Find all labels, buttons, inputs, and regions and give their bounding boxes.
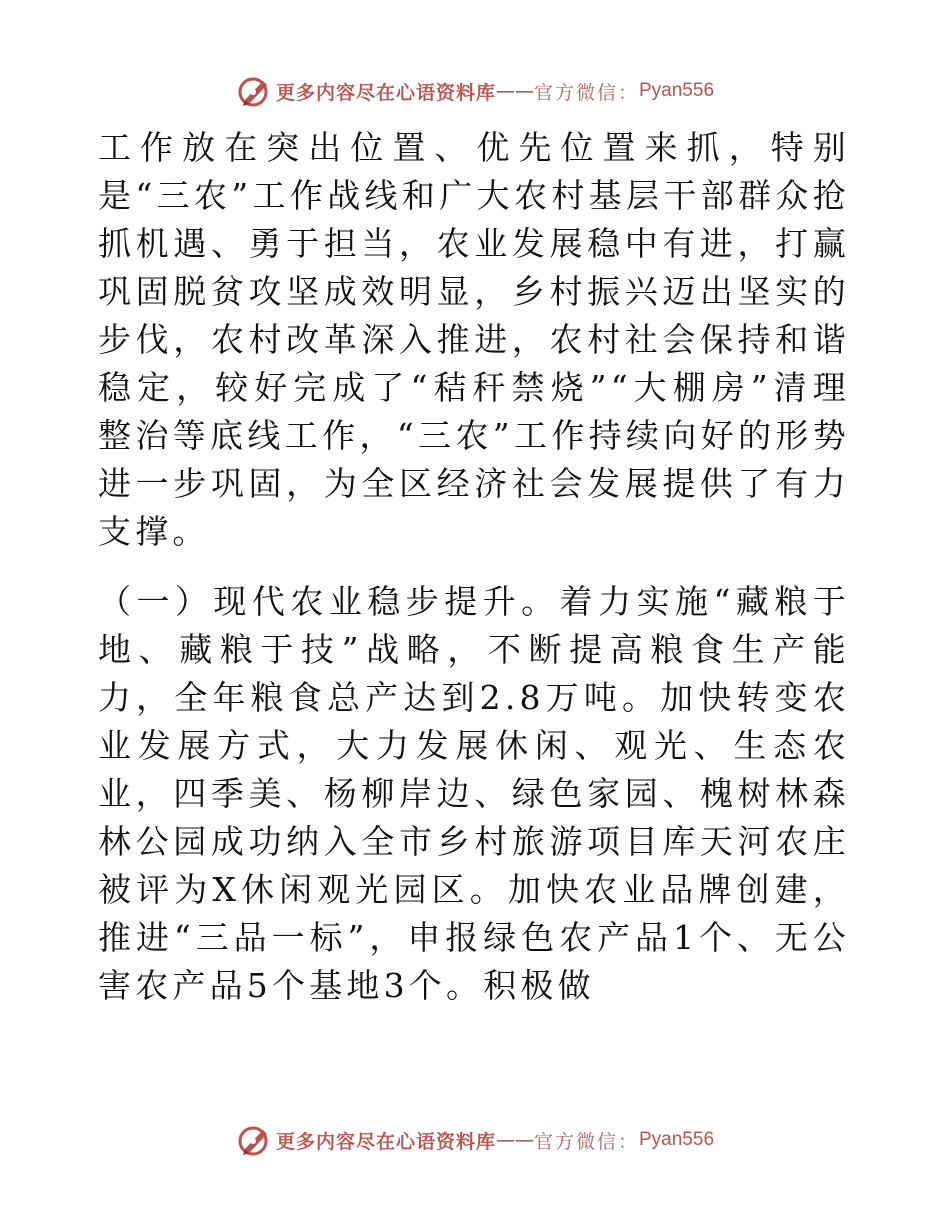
banner-text: 更多内容尽在心语资料库	[275, 81, 496, 104]
wechat-label: 官方微信：	[533, 81, 639, 104]
paragraph-1: 工作放在突出位置、优先位置来抓，特别是“三农”工作战线和广大农村基层干部群众抢抓机遇、勇于担当，农业发展稳中有进，打赢巩固脱贫攻坚成效明显，乡村振兴迈出坚实的步伐，农村改革深入推进，农村社会保持和谐稳定，较好完成了“秸秆禁烧”“大棚房”清理整治等底线工作，“三农”工作持续向好的形势进一步巩固，为全区经济社会发展提供了有力支撑。	[98, 128, 850, 551]
header-banner	[0, 71, 950, 111]
wechat-id: Pyan556	[639, 1129, 715, 1150]
document-body	[98, 124, 850, 1010]
paragraph-2: （一）现代农业稳步提升。着力实施“藏粮于地、藏粮于技”战略，不断提高粮食生产能力，全年粮食总产达到2.8万吨。加快转变农业发展方式，大力发展休闲、观光、生态农业，四季美、杨柳岸边、绿色家园、槐树林森林公园成功纳入全市乡村旅游项目库天河农庄被评为X休闲观光园区。加快农业品牌创建，推进“三品一标”，申报绿色农产品1个、无公害农产品5个基地3个。积极做	[98, 582, 850, 1005]
banner-text: 更多内容尽在心语资料库	[275, 1130, 496, 1153]
banner-dash: ——	[495, 80, 534, 102]
pen-logo-icon	[236, 73, 272, 109]
wechat-label: 官方微信：	[533, 1130, 639, 1153]
wechat-id: Pyan556	[639, 80, 715, 101]
banner-dash: ——	[495, 1129, 534, 1151]
footer-banner	[0, 1120, 950, 1160]
pen-logo-icon	[236, 1122, 272, 1158]
